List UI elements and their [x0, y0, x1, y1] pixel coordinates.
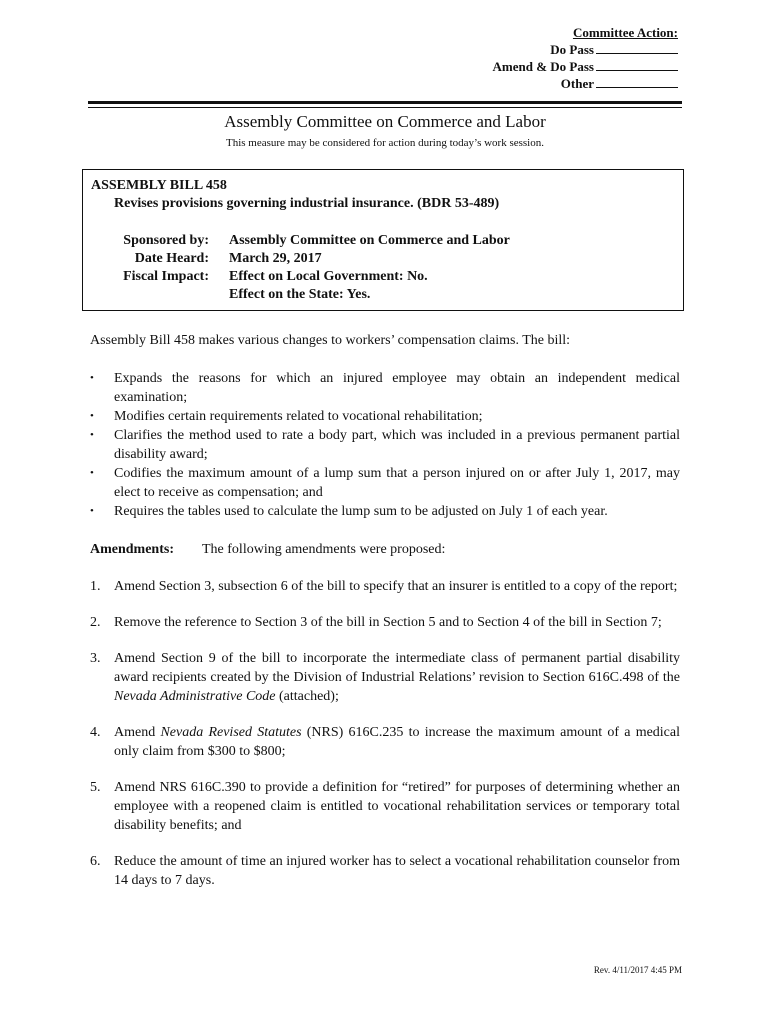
date-heard-label: Date Heard:: [134, 251, 209, 266]
amend-do-pass-line: [493, 58, 678, 75]
sponsored-value: Assembly Committee on Commerce and Labor: [229, 233, 510, 248]
other-line: [493, 75, 678, 92]
nac-citation: Nevada Administrative Code: [114, 689, 276, 704]
fiscal-state-value: Effect on the State: Yes.: [229, 287, 371, 302]
amendment-item: [90, 778, 680, 835]
bill-number: ASSEMBLY BILL 458: [91, 178, 227, 193]
bill-provisions-list: [90, 369, 680, 521]
work-session-note: This measure may be considered for action during today’s work session.: [225, 137, 544, 149]
revision-stamp: Rev. 4/11/2017 4:45 PM: [593, 965, 682, 975]
do-pass-blank: [596, 42, 678, 54]
header-divider: [88, 101, 682, 108]
fiscal-state-spacer: [91, 286, 229, 304]
list-item: [90, 369, 680, 407]
date-heard-value: March 29, 2017: [229, 251, 322, 266]
list-item: [90, 464, 680, 502]
do-pass-line: [493, 41, 678, 58]
list-item-text: Modifies certain requirements related to vocational rehabilitation;: [114, 409, 483, 424]
amendment-number: 5.: [90, 780, 101, 795]
fiscal-state-row: [91, 286, 510, 304]
amendment-number: 3.: [90, 651, 101, 666]
amendment-text: Amend NRS 616C.390 to provide a definition for “retired” for purposes of determining whether an employee with a reopened claim is entitled to vocational rehabilitation services or temporary total disability benefits; and: [114, 780, 680, 833]
amendment-text: Amend Section 3, subsection 6 of the bill to specify that an insurer is entitled to a copy of the report;: [114, 579, 678, 594]
list-item: [90, 407, 680, 426]
bullet-icon: •: [90, 505, 94, 517]
amendment-item: [90, 852, 680, 890]
amendments-label: Amendments:: [90, 542, 174, 557]
amendment-text: Amend Section 9 of the bill to incorporate the intermediate class of permanent partial disability award recipients created by the Division of Industrial Relations’ revision to Section 616C.498 of the Nevada Administrative Code (attached);: [114, 651, 680, 704]
amend-do-pass-blank: [596, 59, 678, 71]
amendments-heading: [90, 540, 680, 559]
amendment-text: Reduce the amount of time an injured worker has to select a vocational rehabilitation counselor from 14 days to 7 days.: [114, 854, 680, 888]
amendments-intro: The following amendments were proposed:: [202, 542, 446, 557]
other-blank: [596, 76, 678, 88]
fiscal-impact-row: [91, 268, 510, 286]
bill-summary-box: [82, 169, 684, 311]
fiscal-local-value: Effect on Local Government: No.: [229, 269, 428, 284]
list-item-text: Clarifies the method used to rate a body part, which was included in a previous permanent partial disability award;: [114, 428, 680, 462]
amendment-item: [90, 723, 680, 761]
do-pass-label: Do Pass: [550, 42, 594, 57]
bullet-icon: •: [90, 429, 94, 441]
list-item-text: Requires the tables used to calculate the lump sum to be adjusted on July 1 of each year.: [114, 504, 608, 519]
amendment-item: [90, 613, 680, 632]
bullet-icon: •: [90, 467, 94, 479]
bullet-icon: •: [90, 410, 94, 422]
bullet-icon: •: [90, 372, 94, 384]
amendment-number: 1.: [90, 579, 101, 594]
fiscal-impact-label: Fiscal Impact:: [123, 269, 209, 284]
sponsored-row: [91, 232, 510, 250]
bill-meta: [91, 232, 510, 304]
committee-action-block: [493, 24, 678, 92]
nrs-citation: Nevada Revised Statutes: [160, 725, 302, 740]
list-item-text: Expands the reasons for which an injured employee may obtain an independent medical examination;: [114, 371, 680, 405]
amendment-number: 6.: [90, 854, 101, 869]
other-label: Other: [560, 76, 594, 91]
committee-title: Assembly Committee on Commerce and Labor: [224, 112, 546, 131]
bill-intro: Assembly Bill 458 makes various changes to workers’ compensation claims. The bill:: [90, 333, 571, 348]
amendment-item: [90, 649, 680, 706]
sponsored-label: Sponsored by:: [123, 233, 209, 248]
amendments-list: [90, 577, 680, 907]
bill-summary: Revises provisions governing industrial insurance. (BDR 53-489): [114, 196, 500, 211]
list-item: [90, 502, 680, 521]
date-heard-row: [91, 250, 510, 268]
amend-do-pass-label: Amend & Do Pass: [492, 59, 594, 74]
list-item: [90, 426, 680, 464]
amendment-text: Amend Nevada Revised Statutes (NRS) 616C.235 to increase the maximum amount of a medical only claim from $300 to $800;: [114, 725, 681, 759]
list-item-text: Codifies the maximum amount of a lump sum that a person injured on or after July 1, 2017, may elect to receive as compensation; and: [114, 466, 680, 500]
amendment-number: 2.: [90, 615, 101, 630]
amendment-item: [90, 577, 680, 596]
amendment-text: Remove the reference to Section 3 of the bill in Section 5 and to Section 4 of the bill in Section 7;: [114, 615, 662, 630]
amendment-number: 4.: [90, 725, 101, 740]
committee-action-heading: Committee Action:: [572, 25, 678, 40]
